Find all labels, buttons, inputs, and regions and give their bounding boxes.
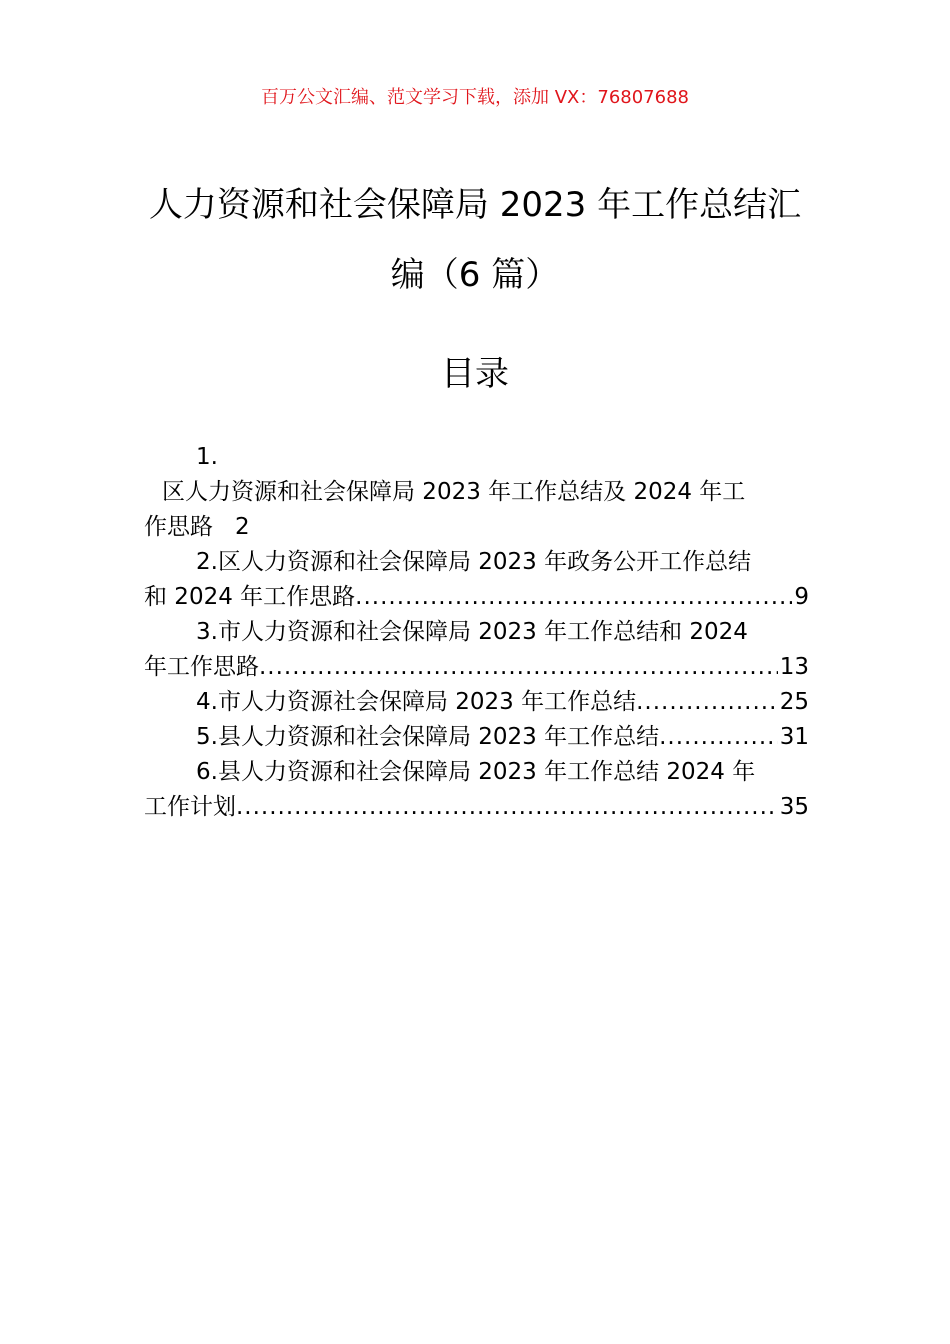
- toc-dot-leader: [355, 580, 792, 615]
- document-title: [135, 170, 815, 310]
- toc-entry-text: 年工作思路: [144, 654, 259, 680]
- toc-entry-6-line-2[interactable]: [144, 790, 809, 825]
- toc-page-number: 2: [235, 514, 250, 540]
- toc-entry-text: 4.市人力资源社会保障局 2023 年工作总结: [196, 689, 637, 715]
- toc-dot-leader: [659, 720, 778, 755]
- toc-page-number: 25: [779, 689, 809, 715]
- table-of-contents: [144, 440, 809, 825]
- toc-page-number: 9: [794, 584, 809, 610]
- toc-heading: 目录: [441, 354, 509, 394]
- toc-entry-2-line-2[interactable]: [144, 580, 809, 615]
- toc-entry-4[interactable]: [144, 685, 809, 720]
- toc-entry-text: 作思路: [144, 514, 213, 540]
- toc-entry-text: 2.区人力资源和社会保障局 2023 年政务公开工作总结: [196, 549, 752, 575]
- toc-dot-leader: [236, 790, 778, 825]
- document-title-line-1: 人力资源和社会保障局 2023 年工作总结汇: [148, 185, 802, 225]
- toc-entry-1-number[interactable]: [144, 440, 809, 475]
- toc-entry-text: 3.市人力资源和社会保障局 2023 年工作总结和 2024: [196, 619, 748, 645]
- document-title-line-2: 编（6 篇）: [390, 255, 560, 295]
- toc-dot-leader: [259, 650, 778, 685]
- toc-entry-text: 工作计划: [144, 794, 236, 820]
- toc-entry-number: 1.: [196, 444, 218, 470]
- toc-entry-1-line-2[interactable]: [144, 510, 809, 545]
- toc-page-number: 35: [779, 794, 809, 820]
- toc-entry-text: 5.县人力资源和社会保障局 2023 年工作总结: [196, 724, 660, 750]
- toc-entry-3-line-1[interactable]: [144, 615, 809, 650]
- toc-dot-leader: [636, 685, 778, 720]
- header-watermark-note: 百万公文汇编、范文学习下载，添加 VX：76807688: [261, 87, 689, 108]
- toc-page-number: 31: [779, 724, 809, 750]
- toc-entry-6-line-1[interactable]: [144, 755, 809, 790]
- toc-page-number: 13: [779, 654, 809, 680]
- toc-entry-1-line-1[interactable]: [144, 475, 809, 510]
- toc-entry-text: 区人力资源和社会保障局 2023 年工作总结及 2024 年工: [162, 479, 746, 505]
- toc-entry-5[interactable]: [144, 720, 809, 755]
- toc-entry-2-line-1[interactable]: [144, 545, 809, 580]
- toc-entry-3-line-2[interactable]: [144, 650, 809, 685]
- toc-entry-text: 和 2024 年工作思路: [144, 584, 356, 610]
- toc-entry-text: 6.县人力资源和社会保障局 2023 年工作总结 2024 年: [196, 759, 756, 785]
